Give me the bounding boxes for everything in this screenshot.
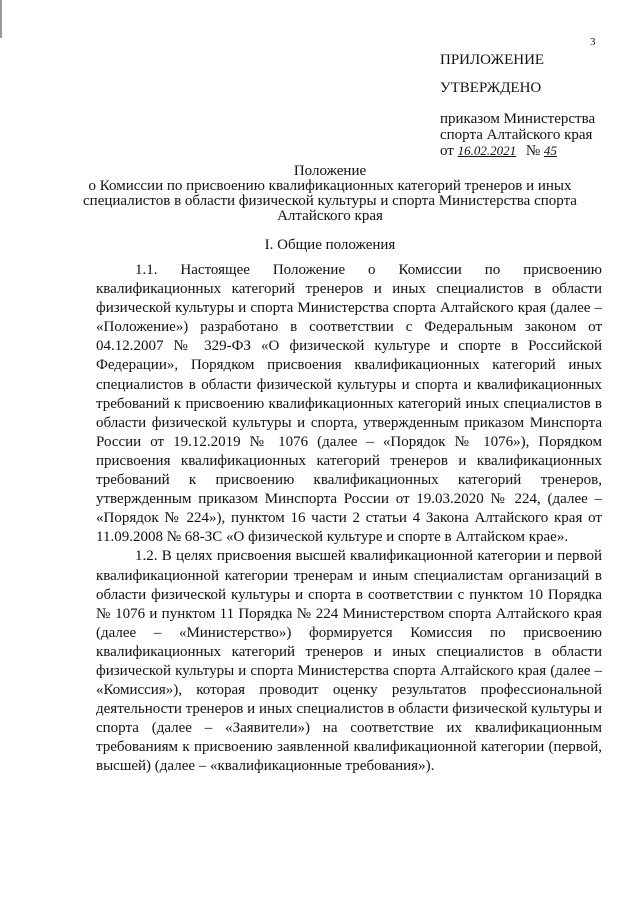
approval-block	[440, 52, 630, 159]
document-body	[96, 261, 602, 777]
approved-label: УТВЕРЖДЕНО	[440, 80, 542, 96]
document-subtitle-line-2: специалистов в области физической культуры и спорта Министерства спорта	[83, 193, 577, 209]
order-line-2: спорта Алтайского края	[440, 127, 593, 143]
number-prefix: №	[525, 143, 541, 159]
appendix-label: ПРИЛОЖЕНИЕ	[440, 52, 545, 68]
order-number: 45	[543, 143, 557, 158]
document-heading	[60, 164, 600, 224]
document-subtitle-line-1: о Комиссии по присвоению квалификационных категорий тренеров и иных	[88, 178, 572, 194]
order-line-1: приказом Министерства	[440, 111, 596, 127]
order-date-line	[440, 143, 630, 159]
page-number: 3	[590, 36, 596, 48]
document-title: Положение	[293, 163, 367, 179]
document-subtitle-line-3: Алтайского края	[277, 208, 383, 224]
order-date: 16.02.2021	[457, 143, 517, 158]
scan-edge-mark	[0, 0, 2, 38]
section-title: I. Общие положения	[264, 237, 396, 253]
paragraph-1-1: 1.1. Настоящее Положение о Комиссии по присвоению квалификационных категорий тренеров и иных специалистов в области физической культуры и спорта Министерства спорта Алтайского края (далее – «Положение») разработано в соответствии с Федеральным законом от 04.12.2007 № 329-ФЗ «О физической культуре и спорте в Российской Федерации», Порядком присвоения квалификационных категорий иных специалистов в области физической культуры и спорта и квалификационных требований к присвоению квалификационных категорий иных специалистов в области физической культуры и спорта, утвержденным приказом Минспорта России от 19.12.2019 № 1076 (далее – «Порядок № 1076»), Порядком присвоения квалификационных категорий тренеров и квалификационных требований к присвоению квалификационных категорий тренеров, утвержденным приказом Минспорта России от 19.03.2020 № 224, (далее – «Порядок № 224»), пунктом 16 части 2 статьи 4 Закона Алтайского края от 11.09.2008 № 68-ЗС «О физической культуре и спорте в Алтайском крае».	[96, 262, 602, 546]
date-prefix: от	[440, 143, 454, 159]
paragraph-1-2: 1.2. В целях присвоения высшей квалификационной категории и первой квалификационной категории тренерам и иным специалистам организаций в области физической культуры и спорта в соответствии с пунктом 10 Порядка № 1076 и пунктом 11 Порядка № 224 Министерством спорта Алтайского края (далее – «Министерство») формируется Комиссия по присвоению квалификационных категорий тренеров и иных специалистов в области физической культуры и спорта Министерства спорта Алтайского края (далее – «Комиссия»), которая проводит оценку результатов профессиональной деятельности тренеров и иных специалистов в области физической культуры и спорта (далее – «Заявители») на соответствие их квалификационным требованиям к присвоению заявленной квалификационной категории (первой, высшей) (далее – «квалификационные требования»).	[96, 548, 602, 775]
